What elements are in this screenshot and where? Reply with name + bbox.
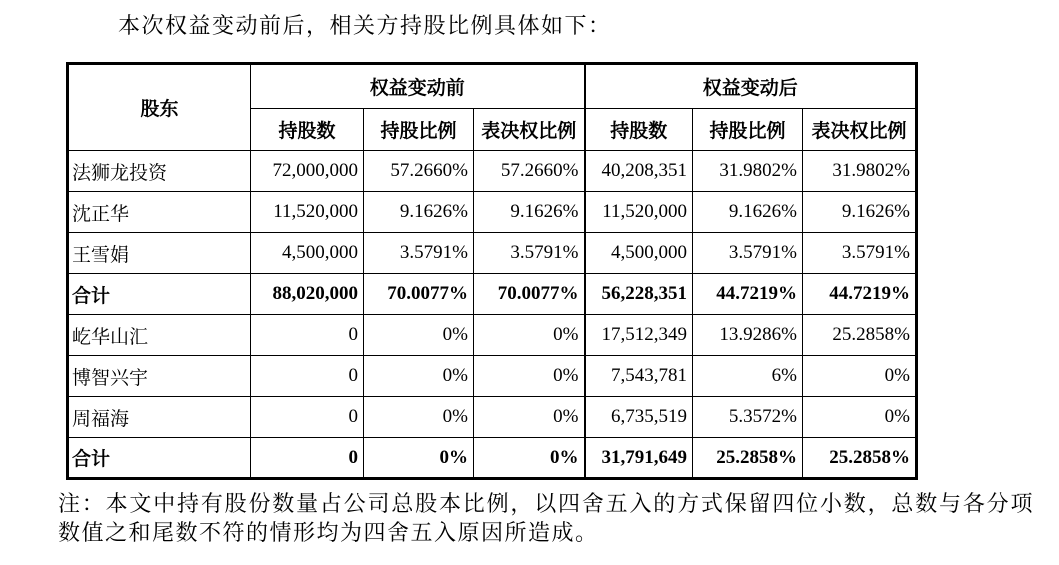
before-voting-cell: 0% xyxy=(474,397,585,438)
after-voting-cell: 44.7219% xyxy=(803,274,917,315)
before-shares-cell: 4,500,000 xyxy=(251,233,364,274)
before-shares-cell: 11,520,000 xyxy=(251,192,364,233)
table-row xyxy=(68,438,917,479)
header-after-ratio: 持股比例 xyxy=(693,109,803,151)
after-shares-cell: 4,500,000 xyxy=(585,233,693,274)
before-voting-cell: 0% xyxy=(474,438,585,479)
table-row xyxy=(68,233,917,274)
header-before-ratio: 持股比例 xyxy=(364,109,474,151)
shareholder-name-cell: 博智兴宇 xyxy=(68,356,251,397)
shareholder-name-cell: 屹华山汇 xyxy=(68,315,251,356)
after-shares-cell: 11,520,000 xyxy=(585,192,693,233)
header-before-group: 权益变动前 xyxy=(251,64,585,109)
table-row xyxy=(68,356,917,397)
header-after-group: 权益变动后 xyxy=(585,64,917,109)
before-shares-cell: 88,020,000 xyxy=(251,274,364,315)
header-shareholder: 股东 xyxy=(68,64,251,151)
after-ratio-cell: 25.2858% xyxy=(693,438,803,479)
after-voting-cell: 0% xyxy=(803,356,917,397)
table-row xyxy=(68,315,917,356)
before-shares-cell: 0 xyxy=(251,356,364,397)
before-ratio-cell: 0% xyxy=(364,438,474,479)
after-ratio-cell: 5.3572% xyxy=(693,397,803,438)
before-ratio-cell: 9.1626% xyxy=(364,192,474,233)
table-row xyxy=(68,274,917,315)
shareholder-name-cell: 法狮龙投资 xyxy=(68,151,251,192)
before-voting-cell: 0% xyxy=(474,315,585,356)
header-before-voting: 表决权比例 xyxy=(474,109,585,151)
after-voting-cell: 9.1626% xyxy=(803,192,917,233)
after-shares-cell: 31,791,649 xyxy=(585,438,693,479)
table-row xyxy=(68,151,917,192)
shareholder-name-cell: 王雪娟 xyxy=(68,233,251,274)
after-ratio-cell: 3.5791% xyxy=(693,233,803,274)
after-ratio-cell: 13.9286% xyxy=(693,315,803,356)
before-ratio-cell: 0% xyxy=(364,356,474,397)
after-shares-cell: 7,543,781 xyxy=(585,356,693,397)
before-ratio-cell: 3.5791% xyxy=(364,233,474,274)
header-after-shares: 持股数 xyxy=(585,109,693,151)
after-ratio-cell: 6% xyxy=(693,356,803,397)
after-ratio-cell: 44.7219% xyxy=(693,274,803,315)
table-body xyxy=(68,151,917,479)
after-shares-cell: 40,208,351 xyxy=(585,151,693,192)
after-ratio-cell: 31.9802% xyxy=(693,151,803,192)
before-voting-cell: 0% xyxy=(474,356,585,397)
intro-paragraph: 本次权益变动前后，相关方持股比例具体如下： xyxy=(118,13,612,38)
after-voting-cell: 31.9802% xyxy=(803,151,917,192)
footnote: 注：本文中持有股份数量占公司总股本比例，以四舍五入的方式保留四位小数，总数与各分项数值之和尾数不符的情形均为四舍五入原因所造成。 xyxy=(58,491,1034,545)
before-shares-cell: 72,000,000 xyxy=(251,151,364,192)
before-voting-cell: 3.5791% xyxy=(474,233,585,274)
before-ratio-cell: 70.0077% xyxy=(364,274,474,315)
before-shares-cell: 0 xyxy=(251,438,364,479)
table-header xyxy=(68,64,917,151)
header-after-voting: 表决权比例 xyxy=(803,109,917,151)
table-row xyxy=(68,192,917,233)
before-ratio-cell: 0% xyxy=(364,315,474,356)
before-ratio-cell: 57.2660% xyxy=(364,151,474,192)
before-voting-cell: 70.0077% xyxy=(474,274,585,315)
shareholder-name-cell: 合计 xyxy=(68,274,251,315)
after-voting-cell: 3.5791% xyxy=(803,233,917,274)
before-voting-cell: 57.2660% xyxy=(474,151,585,192)
before-shares-cell: 0 xyxy=(251,397,364,438)
after-shares-cell: 17,512,349 xyxy=(585,315,693,356)
after-ratio-cell: 9.1626% xyxy=(693,192,803,233)
shareholder-name-cell: 沈正华 xyxy=(68,192,251,233)
shareholding-table xyxy=(66,62,918,480)
before-voting-cell: 9.1626% xyxy=(474,192,585,233)
before-shares-cell: 0 xyxy=(251,315,364,356)
after-voting-cell: 0% xyxy=(803,397,917,438)
after-voting-cell: 25.2858% xyxy=(803,438,917,479)
after-shares-cell: 56,228,351 xyxy=(585,274,693,315)
shareholder-name-cell: 合计 xyxy=(68,438,251,479)
before-ratio-cell: 0% xyxy=(364,397,474,438)
after-voting-cell: 25.2858% xyxy=(803,315,917,356)
header-before-shares: 持股数 xyxy=(251,109,364,151)
shareholder-name-cell: 周福海 xyxy=(68,397,251,438)
table-row xyxy=(68,397,917,438)
after-shares-cell: 6,735,519 xyxy=(585,397,693,438)
